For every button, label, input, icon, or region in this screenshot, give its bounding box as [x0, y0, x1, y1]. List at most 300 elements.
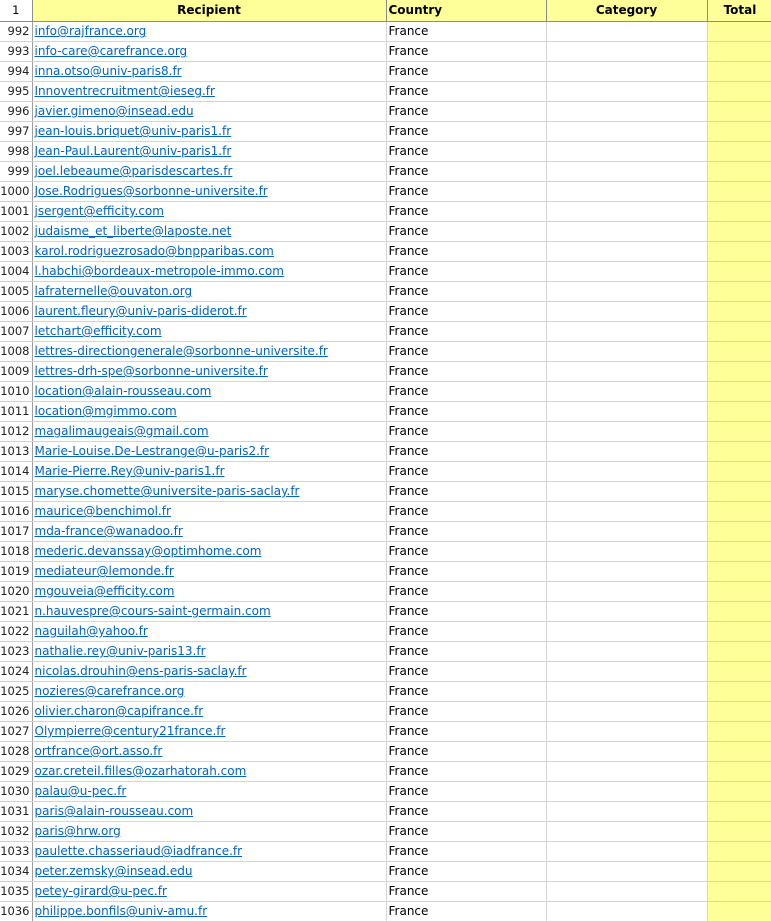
country-cell[interactable]: France: [386, 362, 546, 382]
row-number[interactable]: 1011: [0, 402, 32, 422]
recipient-email-link[interactable]: ozar.creteil.filles@ozarhatorah.com: [34, 764, 247, 778]
table-row: [0, 382, 771, 402]
country-cell[interactable]: France: [386, 182, 546, 202]
recipient-email-link[interactable]: info-care@carefrance.org: [34, 44, 188, 58]
recipient-email-link[interactable]: location@alain-rousseau.com: [34, 384, 212, 398]
category-cell[interactable]: [546, 782, 707, 802]
recipient-email-link[interactable]: Olympierre@century21france.fr: [34, 724, 226, 738]
country-cell[interactable]: France: [386, 642, 546, 662]
total-cell[interactable]: [707, 102, 771, 122]
row-number[interactable]: 1002: [0, 222, 32, 242]
table-row: [0, 142, 771, 162]
total-cell[interactable]: [707, 362, 771, 382]
recipient-email-link[interactable]: nozieres@carefrance.org: [34, 684, 185, 698]
column-header-country[interactable]: Country: [386, 0, 546, 22]
total-cell[interactable]: [707, 542, 771, 562]
row-number[interactable]: 1030: [0, 782, 32, 802]
recipient-email-link[interactable]: letchart@efficity.com: [34, 324, 162, 338]
category-cell[interactable]: [546, 102, 707, 122]
row-number[interactable]: 1029: [0, 762, 32, 782]
table-row: [0, 242, 771, 262]
country-cell[interactable]: France: [386, 202, 546, 222]
row-number[interactable]: 1007: [0, 322, 32, 342]
table-row: [0, 82, 771, 102]
recipient-cell[interactable]: [32, 662, 386, 682]
total-cell[interactable]: [707, 82, 771, 102]
recipient-cell[interactable]: [32, 822, 386, 842]
recipient-email-link[interactable]: n.hauvespre@cours-saint-germain.com: [34, 604, 271, 618]
recipient-email-link[interactable]: philippe.bonfils@univ-amu.fr: [34, 904, 208, 918]
country-cell[interactable]: France: [386, 502, 546, 522]
row-number[interactable]: 1024: [0, 662, 32, 682]
category-cell[interactable]: [546, 442, 707, 462]
recipient-cell[interactable]: [32, 862, 386, 882]
recipient-email-link[interactable]: karol.rodriguezrosado@bnpparibas.com: [34, 244, 274, 258]
category-cell[interactable]: [546, 402, 707, 422]
category-cell[interactable]: [546, 82, 707, 102]
recipient-cell[interactable]: [32, 122, 386, 142]
table-row: [0, 522, 771, 542]
table-row: [0, 422, 771, 442]
category-cell[interactable]: [546, 162, 707, 182]
category-cell[interactable]: [546, 762, 707, 782]
country-cell[interactable]: France: [386, 302, 546, 322]
recipient-email-link[interactable]: maurice@benchimol.fr: [34, 504, 171, 518]
category-cell[interactable]: [546, 142, 707, 162]
category-cell[interactable]: [546, 642, 707, 662]
category-cell[interactable]: [546, 562, 707, 582]
recipient-cell[interactable]: [32, 202, 386, 222]
column-header-category[interactable]: Category: [546, 0, 707, 22]
total-cell[interactable]: [707, 302, 771, 322]
total-cell[interactable]: [707, 122, 771, 142]
country-cell[interactable]: France: [386, 322, 546, 342]
row-number[interactable]: 1008: [0, 342, 32, 362]
recipient-cell[interactable]: [32, 802, 386, 822]
recipient-cell[interactable]: [32, 642, 386, 662]
category-cell[interactable]: [546, 62, 707, 82]
total-cell[interactable]: [707, 782, 771, 802]
country-cell[interactable]: France: [386, 382, 546, 402]
country-cell[interactable]: France: [386, 702, 546, 722]
row-number[interactable]: 1028: [0, 742, 32, 762]
recipient-cell[interactable]: [32, 302, 386, 322]
category-cell[interactable]: [546, 622, 707, 642]
category-cell[interactable]: [546, 742, 707, 762]
recipient-email-link[interactable]: lettres-directiongenerale@sorbonne-universite.fr: [34, 344, 328, 358]
recipient-email-link[interactable]: paris@alain-rousseau.com: [34, 804, 194, 818]
recipient-email-link[interactable]: Marie-Pierre.Rey@univ-paris1.fr: [34, 464, 225, 478]
country-cell[interactable]: France: [386, 842, 546, 862]
recipient-cell[interactable]: [32, 382, 386, 402]
total-cell[interactable]: [707, 382, 771, 402]
country-cell[interactable]: France: [386, 802, 546, 822]
total-cell[interactable]: [707, 422, 771, 442]
total-cell[interactable]: [707, 862, 771, 882]
recipient-cell[interactable]: [32, 882, 386, 902]
table-row: [0, 22, 771, 42]
table-row: [0, 442, 771, 462]
row-number[interactable]: 1020: [0, 582, 32, 602]
total-cell[interactable]: [707, 342, 771, 362]
category-cell[interactable]: [546, 22, 707, 42]
row-number[interactable]: 1019: [0, 562, 32, 582]
table-row: [0, 902, 771, 922]
country-cell[interactable]: France: [386, 102, 546, 122]
row-number[interactable]: 1027: [0, 722, 32, 742]
recipient-email-link[interactable]: l.habchi@bordeaux-metropole-immo.com: [34, 264, 284, 278]
recipient-email-link[interactable]: petey-girard@u-pec.fr: [34, 884, 167, 898]
recipient-cell[interactable]: [32, 242, 386, 262]
total-cell[interactable]: [707, 662, 771, 682]
country-cell[interactable]: France: [386, 622, 546, 642]
recipient-email-link[interactable]: olivier.charon@capifrance.fr: [34, 704, 204, 718]
row-number[interactable]: 1000: [0, 182, 32, 202]
category-cell[interactable]: [546, 422, 707, 442]
table-row: [0, 782, 771, 802]
total-cell[interactable]: [707, 182, 771, 202]
total-cell[interactable]: [707, 282, 771, 302]
country-cell[interactable]: France: [386, 822, 546, 842]
row-number[interactable]: 1018: [0, 542, 32, 562]
row-number[interactable]: 1014: [0, 462, 32, 482]
row-number[interactable]: 996: [0, 102, 32, 122]
recipient-cell[interactable]: [32, 702, 386, 722]
total-cell[interactable]: [707, 562, 771, 582]
country-cell[interactable]: France: [386, 122, 546, 142]
recipient-cell[interactable]: [32, 102, 386, 122]
row-number[interactable]: 1004: [0, 262, 32, 282]
recipient-cell[interactable]: [32, 502, 386, 522]
category-cell[interactable]: [546, 662, 707, 682]
recipient-email-link[interactable]: paris@hrw.org: [34, 824, 121, 838]
category-cell[interactable]: [546, 882, 707, 902]
total-cell[interactable]: [707, 462, 771, 482]
category-cell[interactable]: [546, 262, 707, 282]
recipient-email-link[interactable]: joel.lebeaume@parisdescartes.fr: [34, 164, 233, 178]
row-number[interactable]: 1005: [0, 282, 32, 302]
row-number[interactable]: 1013: [0, 442, 32, 462]
table-row: [0, 622, 771, 642]
country-cell[interactable]: France: [386, 862, 546, 882]
country-cell[interactable]: France: [386, 242, 546, 262]
total-cell[interactable]: [707, 262, 771, 282]
recipient-cell[interactable]: [32, 182, 386, 202]
category-cell[interactable]: [546, 542, 707, 562]
recipient-email-link[interactable]: jean-louis.briquet@univ-paris1.fr: [34, 124, 232, 138]
category-cell[interactable]: [546, 382, 707, 402]
recipient-cell[interactable]: [32, 682, 386, 702]
recipient-cell[interactable]: [32, 42, 386, 62]
recipient-email-link[interactable]: Innoventrecruitment@ieseg.fr: [34, 84, 215, 98]
table-row: [0, 262, 771, 282]
total-cell[interactable]: [707, 522, 771, 542]
row-number[interactable]: 1010: [0, 382, 32, 402]
recipient-cell[interactable]: [32, 402, 386, 422]
total-cell[interactable]: [707, 502, 771, 522]
recipient-email-link[interactable]: inna.otso@univ-paris8.fr: [34, 64, 182, 78]
recipient-cell[interactable]: [32, 22, 386, 42]
country-cell[interactable]: France: [386, 722, 546, 742]
recipient-cell[interactable]: [32, 542, 386, 562]
recipient-cell[interactable]: [32, 222, 386, 242]
total-cell[interactable]: [707, 42, 771, 62]
recipient-email-link[interactable]: maryse.chomette@universite-paris-saclay.fr: [34, 484, 300, 498]
total-cell[interactable]: [707, 162, 771, 182]
category-cell[interactable]: [546, 202, 707, 222]
country-cell[interactable]: France: [386, 782, 546, 802]
total-cell[interactable]: [707, 882, 771, 902]
recipient-email-link[interactable]: info@rajfrance.org: [34, 24, 147, 38]
category-cell[interactable]: [546, 722, 707, 742]
table-row: [0, 322, 771, 342]
total-cell[interactable]: [707, 762, 771, 782]
recipient-cell[interactable]: [32, 262, 386, 282]
country-cell[interactable]: France: [386, 762, 546, 782]
category-cell[interactable]: [546, 702, 707, 722]
recipient-cell[interactable]: [32, 622, 386, 642]
recipient-email-link[interactable]: palau@u-pec.fr: [34, 784, 127, 798]
category-cell[interactable]: [546, 462, 707, 482]
recipient-email-link[interactable]: lettres-drh-spe@sorbonne-universite.fr: [34, 364, 268, 378]
table-row: [0, 822, 771, 842]
category-cell[interactable]: [546, 322, 707, 342]
recipient-cell[interactable]: [32, 422, 386, 442]
recipient-email-link[interactable]: Jose.Rodrigues@sorbonne-universite.fr: [34, 184, 268, 198]
category-cell[interactable]: [546, 342, 707, 362]
recipient-cell[interactable]: [32, 582, 386, 602]
recipient-cell[interactable]: [32, 562, 386, 582]
category-cell[interactable]: [546, 802, 707, 822]
row-number[interactable]: 1036: [0, 902, 32, 922]
country-cell[interactable]: France: [386, 522, 546, 542]
table-row: [0, 462, 771, 482]
category-cell[interactable]: [546, 842, 707, 862]
recipient-cell[interactable]: [32, 762, 386, 782]
category-cell[interactable]: [546, 122, 707, 142]
recipient-email-link[interactable]: mda-france@wanadoo.fr: [34, 524, 183, 538]
country-cell[interactable]: France: [386, 82, 546, 102]
country-cell[interactable]: France: [386, 422, 546, 442]
total-cell[interactable]: [707, 642, 771, 662]
recipient-cell[interactable]: [32, 162, 386, 182]
recipient-email-link[interactable]: mederic.devanssay@optimhome.com: [34, 544, 262, 558]
row-number[interactable]: 1034: [0, 862, 32, 882]
country-cell[interactable]: France: [386, 402, 546, 422]
recipient-cell[interactable]: [32, 62, 386, 82]
country-cell[interactable]: France: [386, 882, 546, 902]
row-number[interactable]: 1025: [0, 682, 32, 702]
recipient-cell[interactable]: [32, 82, 386, 102]
recipient-email-link[interactable]: nicolas.drouhin@ens-paris-saclay.fr: [34, 664, 247, 678]
category-cell[interactable]: [546, 242, 707, 262]
column-header-total[interactable]: Total: [707, 0, 771, 22]
country-cell[interactable]: France: [386, 482, 546, 502]
total-cell[interactable]: [707, 702, 771, 722]
row-number[interactable]: 992: [0, 22, 32, 42]
recipient-cell[interactable]: [32, 722, 386, 742]
row-number[interactable]: 1023: [0, 642, 32, 662]
column-header-recipient[interactable]: Recipient: [32, 0, 386, 22]
row-number[interactable]: 1017: [0, 522, 32, 542]
total-cell[interactable]: [707, 442, 771, 462]
table-row: [0, 122, 771, 142]
category-cell[interactable]: [546, 222, 707, 242]
total-cell[interactable]: [707, 202, 771, 222]
country-cell[interactable]: France: [386, 162, 546, 182]
recipient-email-link[interactable]: ortfrance@ort.asso.fr: [34, 744, 163, 758]
recipient-cell[interactable]: [32, 482, 386, 502]
category-cell[interactable]: [546, 822, 707, 842]
total-cell[interactable]: [707, 682, 771, 702]
row-number[interactable]: 1031: [0, 802, 32, 822]
category-cell[interactable]: [546, 522, 707, 542]
country-cell[interactable]: France: [386, 542, 546, 562]
recipient-email-link[interactable]: jsergent@efficity.com: [34, 204, 164, 218]
table-row: [0, 722, 771, 742]
total-cell[interactable]: [707, 22, 771, 42]
row-number[interactable]: 994: [0, 62, 32, 82]
table-row: [0, 582, 771, 602]
recipient-cell[interactable]: [32, 602, 386, 622]
row-number[interactable]: 1016: [0, 502, 32, 522]
recipient-cell[interactable]: [32, 782, 386, 802]
row-number[interactable]: 1003: [0, 242, 32, 262]
row-number[interactable]: 1001: [0, 202, 32, 222]
total-cell[interactable]: [707, 402, 771, 422]
row-number[interactable]: 1009: [0, 362, 32, 382]
country-cell[interactable]: France: [386, 22, 546, 42]
recipient-email-link[interactable]: Marie-Louise.De-Lestrange@u-paris2.fr: [34, 444, 270, 458]
country-cell[interactable]: France: [386, 742, 546, 762]
category-cell[interactable]: [546, 42, 707, 62]
recipient-email-link[interactable]: paulette.chasseriaud@iadfrance.fr: [34, 844, 243, 858]
recipient-email-link[interactable]: nathalie.rey@univ-paris13.fr: [34, 644, 206, 658]
table-row: [0, 662, 771, 682]
category-cell[interactable]: [546, 582, 707, 602]
recipient-email-link[interactable]: peter.zemsky@insead.edu: [34, 864, 193, 878]
country-cell[interactable]: France: [386, 682, 546, 702]
recipient-email-link[interactable]: laurent.fleury@univ-paris-diderot.fr: [34, 304, 247, 318]
country-cell[interactable]: France: [386, 462, 546, 482]
category-cell[interactable]: [546, 182, 707, 202]
recipient-cell[interactable]: [32, 322, 386, 342]
country-cell[interactable]: France: [386, 62, 546, 82]
row-number[interactable]: 997: [0, 122, 32, 142]
total-cell[interactable]: [707, 722, 771, 742]
recipient-email-link[interactable]: mgouveia@efficity.com: [34, 584, 175, 598]
category-cell[interactable]: [546, 282, 707, 302]
row-number[interactable]: 998: [0, 142, 32, 162]
total-cell[interactable]: [707, 902, 771, 922]
row-number[interactable]: 1026: [0, 702, 32, 722]
row-number[interactable]: 1035: [0, 882, 32, 902]
recipient-cell[interactable]: [32, 522, 386, 542]
total-cell[interactable]: [707, 482, 771, 502]
country-cell[interactable]: France: [386, 662, 546, 682]
row-number[interactable]: 995: [0, 82, 32, 102]
table-row: [0, 482, 771, 502]
recipient-email-link[interactable]: mediateur@lemonde.fr: [34, 564, 174, 578]
table-row: [0, 402, 771, 422]
category-cell[interactable]: [546, 682, 707, 702]
recipient-cell[interactable]: [32, 462, 386, 482]
country-cell[interactable]: France: [386, 262, 546, 282]
row-number[interactable]: 1006: [0, 302, 32, 322]
country-cell[interactable]: France: [386, 282, 546, 302]
category-cell[interactable]: [546, 482, 707, 502]
recipient-cell[interactable]: [32, 142, 386, 162]
total-cell[interactable]: [707, 622, 771, 642]
recipient-email-link[interactable]: location@mgimmo.com: [34, 404, 177, 418]
recipient-email-link[interactable]: Jean-Paul.Laurent@univ-paris1.fr: [34, 144, 232, 158]
recipient-cell[interactable]: [32, 742, 386, 762]
table-row: [0, 342, 771, 362]
total-cell[interactable]: [707, 602, 771, 622]
recipient-email-link[interactable]: naguilah@yahoo.fr: [34, 624, 148, 638]
country-cell[interactable]: France: [386, 442, 546, 462]
country-cell[interactable]: France: [386, 42, 546, 62]
recipient-email-link[interactable]: javier.gimeno@insead.edu: [34, 104, 194, 118]
recipient-cell[interactable]: [32, 282, 386, 302]
recipient-cell[interactable]: [32, 362, 386, 382]
recipient-cell[interactable]: [32, 902, 386, 922]
total-cell[interactable]: [707, 842, 771, 862]
row-number[interactable]: 1022: [0, 622, 32, 642]
row-number[interactable]: 999: [0, 162, 32, 182]
total-cell[interactable]: [707, 242, 771, 262]
country-cell[interactable]: France: [386, 222, 546, 242]
category-cell[interactable]: [546, 902, 707, 922]
country-cell[interactable]: France: [386, 902, 546, 922]
country-cell[interactable]: France: [386, 142, 546, 162]
category-cell[interactable]: [546, 362, 707, 382]
total-cell[interactable]: [707, 742, 771, 762]
total-cell[interactable]: [707, 582, 771, 602]
country-cell[interactable]: France: [386, 342, 546, 362]
table-row: [0, 362, 771, 382]
total-cell[interactable]: [707, 322, 771, 342]
row-number[interactable]: 1012: [0, 422, 32, 442]
row-number[interactable]: 1015: [0, 482, 32, 502]
table-row: [0, 42, 771, 62]
total-cell[interactable]: [707, 802, 771, 822]
recipient-email-link[interactable]: lafraternelle@ouvaton.org: [34, 284, 193, 298]
category-cell[interactable]: [546, 502, 707, 522]
recipient-email-link[interactable]: magalimaugeais@gmail.com: [34, 424, 209, 438]
category-cell[interactable]: [546, 602, 707, 622]
category-cell[interactable]: [546, 862, 707, 882]
row-number[interactable]: 1033: [0, 842, 32, 862]
country-cell[interactable]: France: [386, 602, 546, 622]
category-cell[interactable]: [546, 302, 707, 322]
total-cell[interactable]: [707, 222, 771, 242]
recipient-cell[interactable]: [32, 842, 386, 862]
recipient-cell[interactable]: [32, 342, 386, 362]
total-cell[interactable]: [707, 822, 771, 842]
country-cell[interactable]: France: [386, 562, 546, 582]
table-row: [0, 182, 771, 202]
recipient-cell[interactable]: [32, 442, 386, 462]
total-cell[interactable]: [707, 142, 771, 162]
recipient-email-link[interactable]: judaisme_et_liberte@laposte.net: [34, 224, 232, 238]
row-number[interactable]: 1021: [0, 602, 32, 622]
row-number[interactable]: 993: [0, 42, 32, 62]
country-cell[interactable]: France: [386, 582, 546, 602]
row-number-header[interactable]: 1: [0, 0, 32, 22]
total-cell[interactable]: [707, 62, 771, 82]
row-number[interactable]: 1032: [0, 822, 32, 842]
